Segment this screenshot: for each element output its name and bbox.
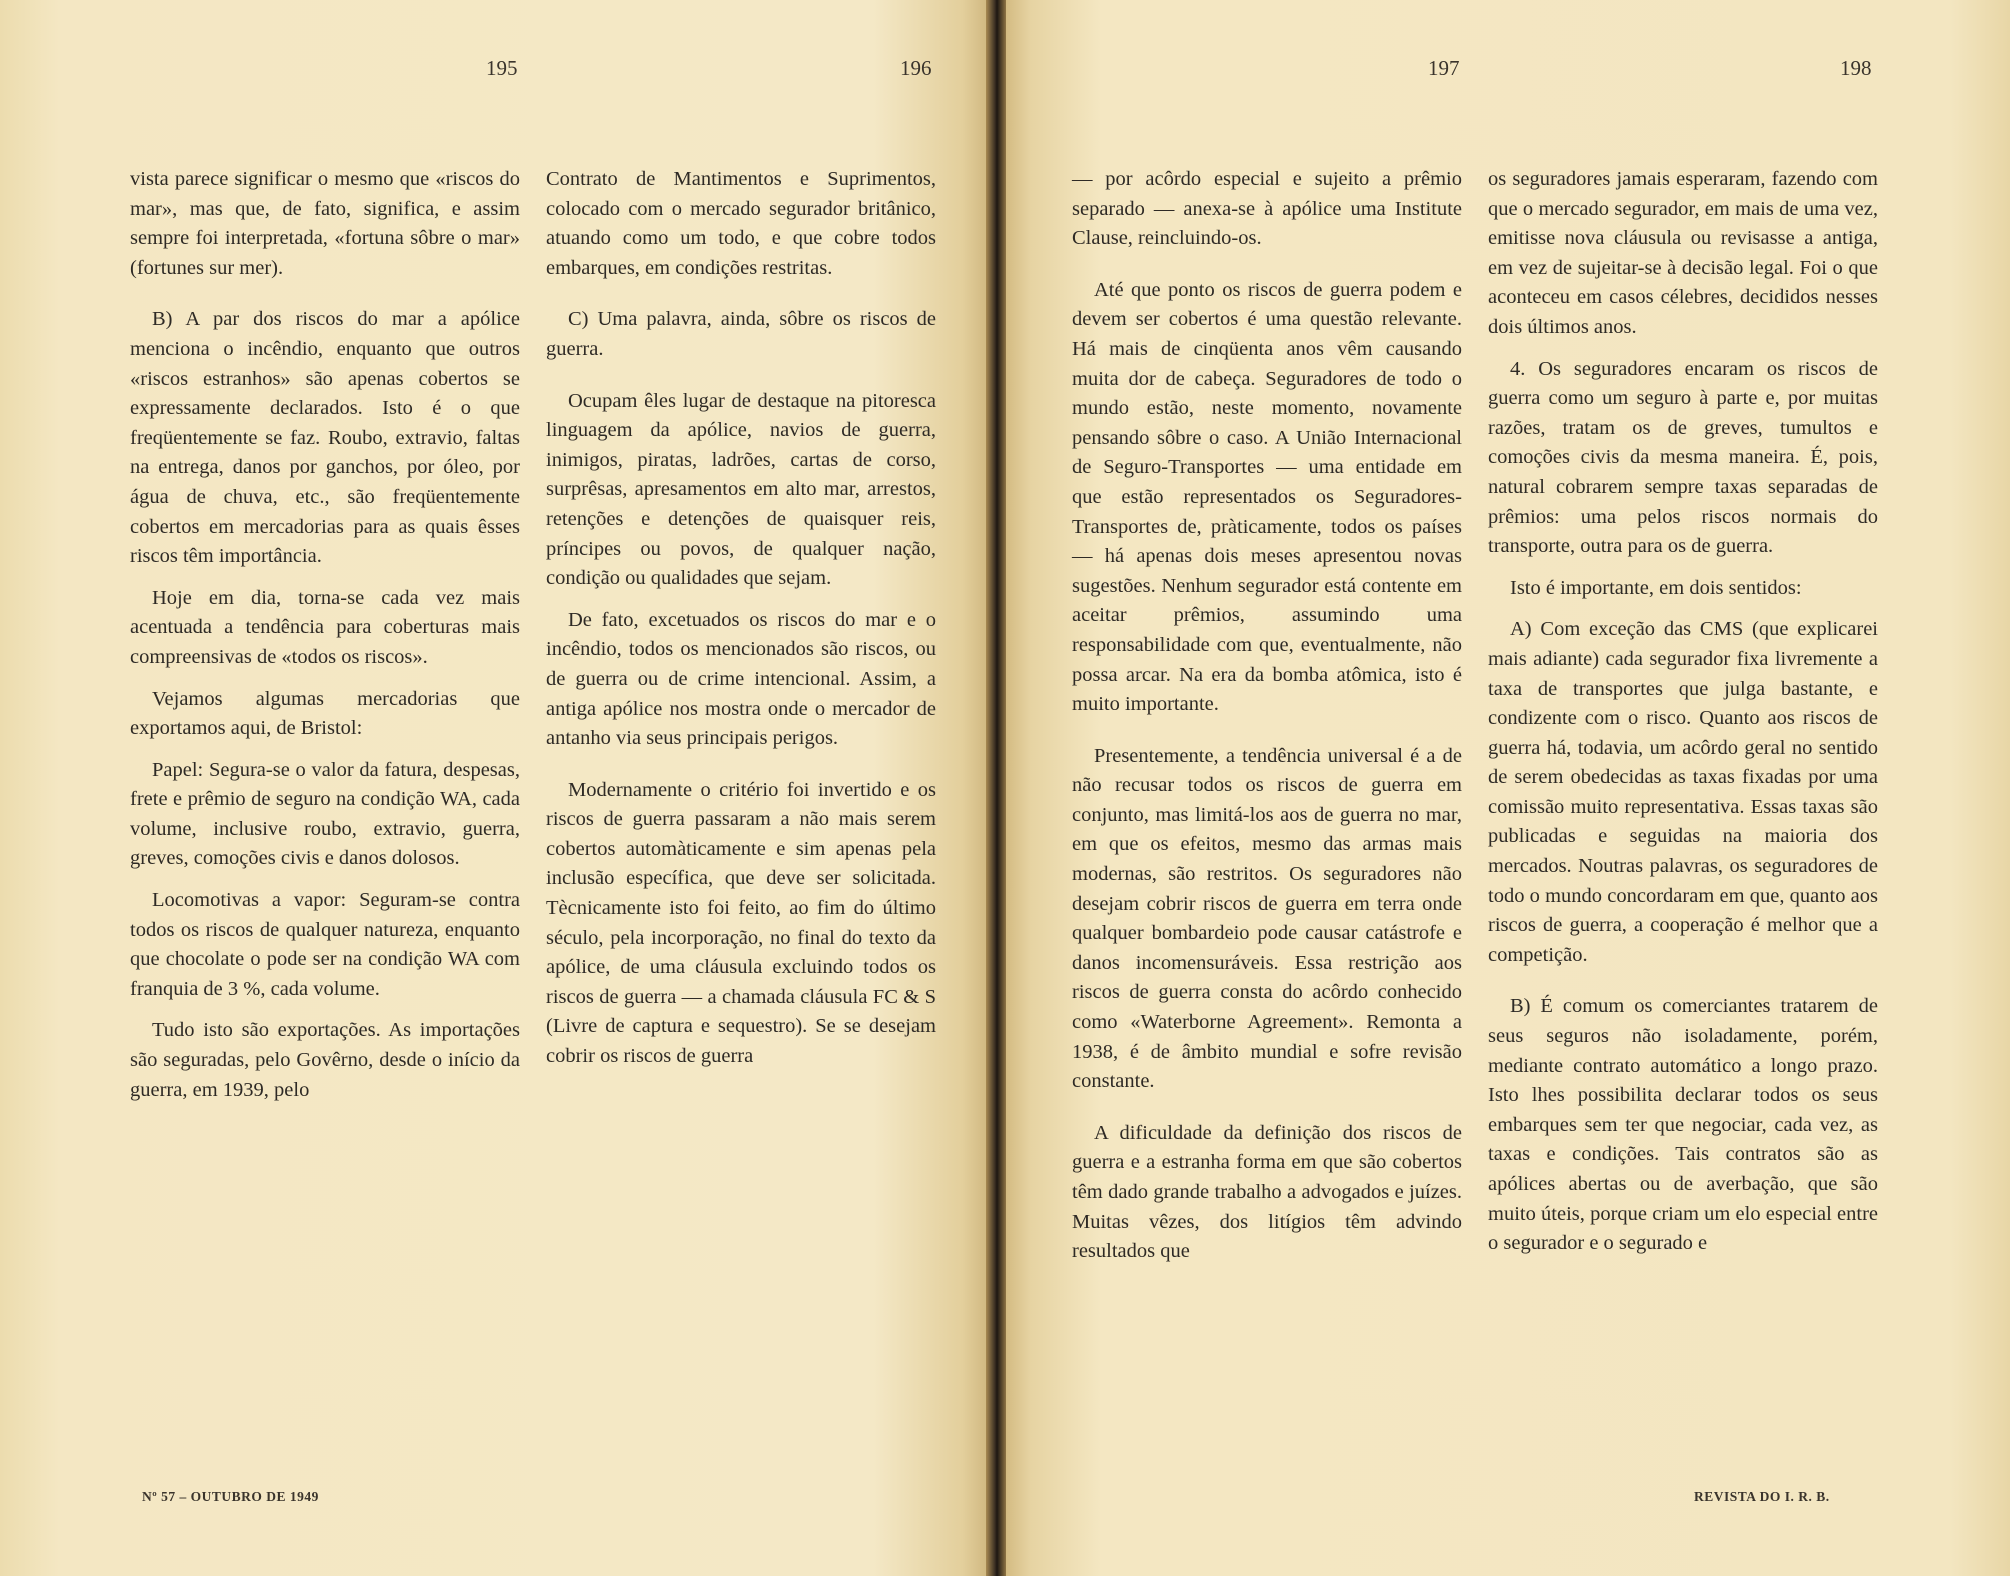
paragraph: A) Com exceção das CMS (que explicarei mais adiante) cada segurador fixa livremente a taxa de transportes que julga bastante, e condizente com o risco. Quanto aos riscos de guerra há, todavia, um acôrdo geral no sentido de serem obedecidas as taxas fixadas por uma comissão muito representativa. Essas taxas são publicadas e seguidas na maioria dos mercados. Noutras palavras, os seguradores de todo o mundo concordaram em que, quanto aos riscos de guerra, a cooperação é melhor que a competição. xyxy=(1488,618,1878,966)
paragraph: — por acôrdo especial e sujeito a prêmio separado — anexa-se à apólice uma Institute Clause, reincluindo-os. xyxy=(1072,168,1462,250)
paragraph: Até que ponto os riscos de guerra podem e devem ser cobertos é uma questão relevante. Há mais de cinqüenta anos vêm causando muita dor de cabeça. Seguradores de todo o mundo estão, neste momento, novamente pensando sôbre o caso. A União Internacional de Seguro-Transportes — uma entidade em que estão representados os Seguradores-Transportes de, pràticamente, todos os países — há apenas dois meses apresentou novas sugestões. Nenhum segurador está contente em aceitar prêmios, assumindo uma responsabilidade com que, eventualmente, não possa arcar. Na era da bomba atômica, isto é muito importante. xyxy=(1072,278,1462,716)
page-number-196: 196 xyxy=(900,56,932,80)
footer-journal-title: REVISTA DO I. R. B. xyxy=(1694,1489,1830,1504)
paragraph: 4. Os seguradores encaram os riscos de guerra como um seguro à parte e, por muitas razões, tratam os de greves, tumultos e comoções civis da mesma maneira. É, pois, natural cobrarem sempre taxas separadas de prêmios: uma pelos riscos normais do transporte, outra para os de guerra. xyxy=(1488,357,1878,558)
footer-issue-date: Nº 57 – OUTUBRO DE 1949 xyxy=(142,1489,319,1504)
paragraph: Tudo isto são exportações. As importações são seguradas, pelo Govêrno, desde o início da guerra, em 1939, pelo xyxy=(130,1019,520,1101)
paragraph: Vejamos algumas mercadorias que exportamos aqui, de Bristol: xyxy=(130,687,520,740)
paragraph: Contrato de Mantimentos e Suprimentos, colocado com o mercado segurador britânico, atuando como um todo, e que cobre todos embarques, em condições restritas. xyxy=(546,168,936,279)
paragraph: Modernamente o critério foi invertido e os riscos de guerra passaram a não mais serem cobertos automàticamente e sim apenas pela inclusão específica, que deve ser solicitada. Tècnicamente isto foi feito, ao fim do último século, pela incorporação, no final do texto da apólice, de uma cláusula excluindo todos os riscos de guerra — a chamada cláusula FC & S (Livre de captura e sequestro). Se se desejam cobrir os riscos de guerra xyxy=(546,778,936,1068)
column-page-195 xyxy=(130,165,520,1117)
left-page xyxy=(0,0,992,1576)
paragraph: B) É comum os comerciantes tratarem de seus seguros não isoladamente, porém, mediante contrato automático a longo prazo. Isto lhes possibilita declarar todos os seus embarques sem ter que negociar, cada vez, as taxas e condições. Tais contratos são as apólices abertas ou de averbação, que são muito úteis, porque criam um elo especial entre o segurador e o segurado e xyxy=(1488,995,1878,1255)
column-page-198 xyxy=(1488,165,1878,1271)
paragraph: Ocupam êles lugar de destaque na pitoresca linguagem da apólice, navios de guerra, inimigos, piratas, ladrões, cartas de corso, surprêsas, apresamentos em alto mar, arrestos, retenções e detenções de quaisquer reis, príncipes ou povos, de qualquer nação, condição ou qualidades que sejam. xyxy=(546,389,936,590)
book-gutter xyxy=(986,0,1006,1576)
paragraph: Presentemente, a tendência universal é a de não recusar todos os riscos de guerra em conjunto, mas limitá-los aos de guerra no mar, em que os efeitos, mesmo das armas mais modernas, são restritos. Os seguradores não desejam cobrir riscos de guerra em terra onde qualquer bombardeio pode causar catástrofe e danos incomensuráveis. Essa restrição aos riscos de guerra consta do acôrdo conhecido como «Waterborne Agreement». Remonta a 1938, é de âmbito mundial e sofre revisão constante. xyxy=(1072,744,1462,1093)
paragraph: os seguradores jamais esperaram, fazendo com que o mercado segurador, em mais de uma vez, emitisse nova cláusula ou revisasse a antiga, em vez de sujeitar-se à decisão legal. Foi o que aconteceu em casos célebres, decididos nesses dois últimos anos. xyxy=(1488,168,1878,338)
column-page-196 xyxy=(546,165,936,1084)
paragraph: Isto é importante, em dois sentidos: xyxy=(1510,576,1802,599)
paragraph: Locomotivas a vapor: Seguram-se contra todos os riscos de qualquer natureza, enquanto que chocolate o pode ser na condição WA com franquia de 3 %, cada volume. xyxy=(130,889,520,1000)
paragraph: vista parece significar o mesmo que «riscos do mar», mas que, de fato, significa, e assim sempre foi interpretada, «fortuna sôbre o mar» (fortunes sur mer). xyxy=(130,168,520,279)
page-number-195: 195 xyxy=(486,56,518,80)
right-page xyxy=(1000,0,2010,1576)
page-number-198: 198 xyxy=(1840,56,1872,80)
paragraph: De fato, excetuados os riscos do mar e o incêndio, todos os mencionados são riscos, ou de guerra ou de crime intencional. Assim, a antiga apólice nos mostra onde o mercador de antanho via seus principais perigos. xyxy=(546,608,936,750)
paragraph: A dificuldade da definição dos riscos de guerra e a estranha forma em que são cobertos têm dado grande trabalho a advogados e juízes. Muitas vêzes, dos litígios têm advindo resultados que xyxy=(1072,1121,1462,1263)
paragraph: Papel: Segura-se o valor da fatura, despesas, frete e prêmio de seguro na condição WA, cada volume, inclusive roubo, extravio, guerra, greves, comoções civis e danos dolosos. xyxy=(130,758,520,870)
column-page-197 xyxy=(1072,165,1462,1279)
paragraph: B) A par dos riscos do mar a apólice menciona o incêndio, enquanto que outros «riscos estranhos» são apenas cobertos se expressamente declarados. Isto é o que freqüentemente se faz. Roubo, extravio, faltas na entrega, danos por ganchos, por óleo, por água de chuva, etc., são freqüentemente cobertos em mercadorias para as quais êsses riscos têm importância. xyxy=(130,308,520,568)
page-number-197: 197 xyxy=(1428,56,1460,80)
paragraph: C) Uma palavra, ainda, sôbre os riscos de guerra. xyxy=(546,308,936,360)
paragraph: Hoje em dia, torna-se cada vez mais acentuada a tendência para coberturas mais compreensivas de «todos os riscos». xyxy=(130,586,520,668)
